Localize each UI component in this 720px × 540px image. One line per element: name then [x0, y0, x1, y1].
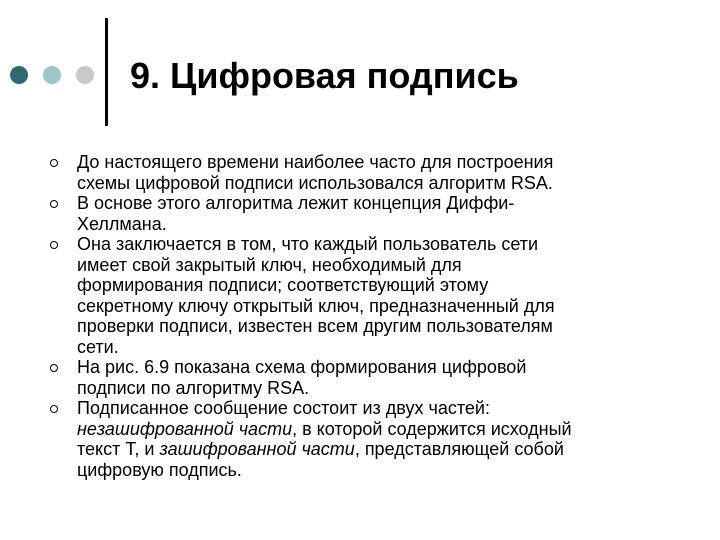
text-line: [77, 419, 667, 440]
text-line: В основе этого алгоритма лежит концепция Диффи-: [77, 193, 515, 213]
text-line: цифровую подпись.: [77, 459, 242, 480]
bullet-item-rsa: [0, 152, 667, 193]
decoration-dot-light: [43, 66, 61, 84]
title-decoration-dots: [8, 66, 100, 86]
text-fragment: текст T, и: [77, 439, 160, 459]
text-line: схемы цифровой подписи использовался алгоритм RSA.: [77, 172, 553, 193]
text-line: До настоящего времени наиболее часто для построения: [77, 152, 554, 172]
bullet-item-keys: [0, 234, 667, 357]
text-line: подписи по алгоритму RSA.: [77, 377, 310, 398]
text-line: сети.: [77, 336, 119, 357]
text-line: секретному ключу открытый ключ, предназначенный для: [77, 295, 555, 316]
slide-title: 9. Цифровая подпись: [130, 55, 519, 96]
decoration-dot-dark: [10, 66, 28, 84]
text-line: имеет свой закрытый ключ, необходимый для: [77, 254, 462, 275]
bullet-list: [0, 152, 720, 480]
text-fragment: , представляющей собой: [354, 439, 564, 459]
emphasis-unencrypted-part: незашифрованной части: [77, 418, 293, 439]
text-line: Хеллмана.: [77, 213, 167, 234]
bullet-item-figure: [0, 357, 667, 398]
bullet-marker-icon: [50, 364, 58, 372]
text-fragment: , в которой содержится исходный: [292, 418, 572, 439]
text-line: [77, 439, 667, 460]
bullet-marker-icon: [50, 405, 58, 413]
emphasis-encrypted-part: зашифрованной части: [159, 439, 355, 459]
bullet-marker-icon: [50, 200, 58, 208]
text-line: Она заключается в том, что каждый пользователь сети: [77, 234, 539, 254]
bullet-marker-icon: [50, 241, 58, 249]
text-line: проверки подписи, известен всем другим пользователям: [77, 316, 553, 336]
title-divider: [105, 18, 108, 126]
decoration-dot-gray: [76, 66, 94, 84]
text-line: На рис. 6.9 показана схема формирования цифровой: [77, 357, 527, 377]
bullet-marker-icon: [50, 159, 58, 167]
bullet-item-signed-message: [0, 398, 667, 480]
text-line: Подписанное сообщение состоит из двух частей:: [77, 398, 490, 418]
bullet-item-diffie-hellman: [0, 193, 667, 234]
text-line: формирования подписи; соответствующий этому: [77, 275, 489, 295]
